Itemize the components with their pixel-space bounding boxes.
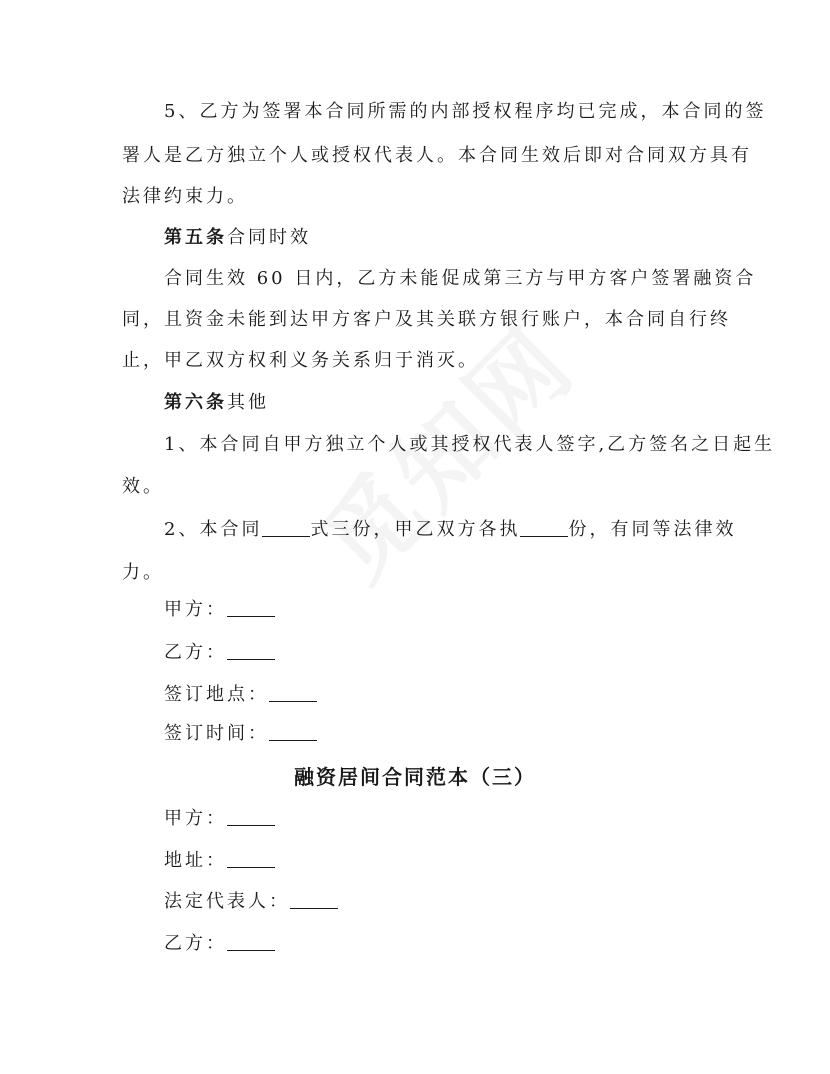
each-holds-blank[interactable] <box>520 518 568 537</box>
article5-line3: 止，甲乙双方权利义务关系归于消灭。 <box>122 350 479 371</box>
sign-party-a-row <box>164 598 764 622</box>
contract3-legal-rep-blank[interactable] <box>290 890 338 909</box>
contract3-title: 融资居间合同范本（三） <box>294 765 536 789</box>
article5-title: 合同时效 <box>227 227 311 248</box>
contract3-legal-rep-label: 法定代表人： <box>164 891 290 912</box>
sign-place-row <box>164 683 764 707</box>
article6-item2-part-b: 式三份，甲乙双方各执 <box>310 519 521 540</box>
article5-number: 第五条 <box>164 227 227 248</box>
sign-party-b-blank[interactable] <box>227 641 275 660</box>
contract3-address-row <box>164 849 764 873</box>
contract3-party-a-blank[interactable] <box>227 807 275 826</box>
clause-item5-line1: 5、乙方为签署本合同所需的内部授权程序均已完成，本合同的签 <box>164 101 767 122</box>
article6-item2-line2: 力。 <box>122 562 164 583</box>
contract3-party-b-row <box>164 932 764 956</box>
article6-title: 其他 <box>227 392 269 413</box>
article6-item1-line1: 1、本合同自甲方独立个人或其授权代表人签字,乙方签名之日起生 <box>164 434 776 455</box>
article6-item2-part-a: 2、本合同 <box>164 519 263 540</box>
contract3-party-b-label: 乙方： <box>164 933 227 954</box>
sign-time-row <box>164 722 764 746</box>
article5-line1: 合同生效 60 日内，乙方未能促成第三方与甲方客户签署融资合 <box>164 268 757 289</box>
contract3-party-a-row <box>164 807 764 831</box>
article6-item2-line1 <box>164 518 764 542</box>
sign-place-label: 签订地点： <box>164 684 269 705</box>
clause-item5-line2: 署人是乙方独立个人或授权代表人。本合同生效后即对合同双方具有 <box>122 145 752 166</box>
sign-party-a-label: 甲方： <box>164 599 227 620</box>
sign-party-b-label: 乙方： <box>164 642 227 663</box>
copies-blank[interactable] <box>262 518 310 537</box>
sign-time-label: 签订时间： <box>164 723 269 744</box>
contract3-party-b-blank[interactable] <box>227 932 275 951</box>
contract3-address-label: 地址： <box>164 850 227 871</box>
sign-party-a-blank[interactable] <box>227 598 275 617</box>
sign-time-blank[interactable] <box>269 722 317 741</box>
article6-item2-part-c: 份，有同等法律效 <box>568 519 737 540</box>
sign-party-b-row <box>164 641 764 665</box>
article6-item1-line2: 效。 <box>122 476 164 497</box>
sign-place-blank[interactable] <box>269 683 317 702</box>
clause-item5-line3: 法律约束力。 <box>122 186 248 207</box>
contract3-legal-rep-row <box>164 890 764 914</box>
article5-heading-line <box>164 226 764 250</box>
article5-line2: 同，且资金未能到达甲方客户及其关联方银行账户，本合同自行终 <box>122 309 731 330</box>
contract3-address-blank[interactable] <box>227 849 275 868</box>
contract3-party-a-label: 甲方： <box>164 808 227 829</box>
article6-number: 第六条 <box>164 392 227 413</box>
article6-heading-line <box>164 391 764 415</box>
